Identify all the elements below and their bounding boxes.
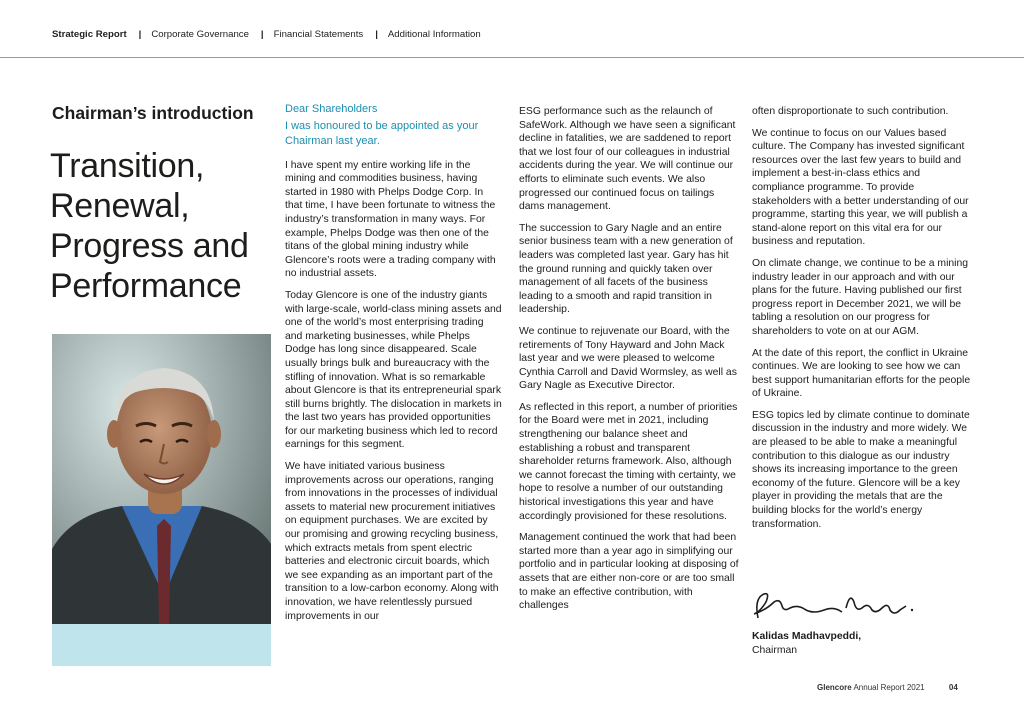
headline-line: Renewal,	[50, 187, 190, 225]
greeting: Dear Shareholders	[285, 103, 378, 115]
nav-separator: |	[260, 28, 264, 40]
nav-separator: |	[375, 28, 378, 40]
body-paragraph: Management continued the work that had been started more than a year ago in simplifying our portfolio and in particular looking at disposing of assets that are either non-core or are too small to make an effective contribution, with challenges	[519, 532, 739, 612]
page-headline	[50, 146, 249, 306]
nav-corporate-governance[interactable]: Corporate Governance	[151, 28, 249, 40]
header-divider	[0, 57, 1024, 58]
page-footer	[817, 683, 958, 692]
body-paragraph: often disproportionate to such contribution.	[752, 106, 949, 117]
top-navigation	[52, 27, 481, 41]
nav-additional-information[interactable]: Additional Information	[387, 28, 481, 40]
body-paragraph: ESG topics led by climate continue to dominate discussion in the industry and more widely. We are pleased to be able to make a meaningful contribution to this dialogue as our industry shows its increasing importance to the green economy of the future. Glencore will be a key player in providing the metals that are the building blocks for the world’s energy transformation.	[752, 409, 970, 530]
signatory-name: Kalidas Madhavpeddi,	[752, 631, 862, 642]
nav-strategic-report[interactable]: Strategic Report	[52, 28, 127, 40]
column-2	[519, 105, 739, 621]
body-paragraph: We continue to focus on our Values based culture. The Company has invested significant resources over the last few years to build and implement a best-in-class ethics and compliance programme. To provide stakeholders with a better understanding of our programme, starting this year, we will publish a stand-alone report on this vital era for our business and reputation.	[752, 127, 969, 248]
body-paragraph: The succession to Gary Nagle and an entire senior business team with a new generation of leaders was completed last year. Gary has hit the ground running and quickly taken over management of all facets of the business leading to a smooth and rapid transition in leadership.	[519, 222, 733, 316]
headline-line: Progress and	[50, 227, 249, 265]
section-title: Chairman’s introduction	[52, 103, 254, 123]
headline-line: Performance	[50, 267, 242, 305]
nav-financial-statements[interactable]: Financial Statements	[273, 28, 364, 40]
body-paragraph: Today Glencore is one of the industry giants with large-scale, world-class mining assets and one of the world’s most enterprising trading and marketing businesses, while Phelps Dodge has long since disappeared. Scale usually brings bulk and bureaucracy with the stifling of innovation. What is so remarkable about Glencore is that its entrepreneurial spark still burns brightly. The dislocation in markets in the last two years has provided opportunities for our marketing business which led to record earnings for this segment.	[285, 289, 502, 451]
handwritten-signature	[750, 588, 920, 624]
portrait-illustration	[52, 334, 271, 666]
body-paragraph: ESG performance such as the relaunch of SafeWork. Although we have seen a significant decline in fatalities, we are saddened to report that we lost four of our colleagues in industrial accidents during the year. We will continue our efforts to eliminate such events. We also progressed our continued focus on tailings dams management.	[519, 106, 736, 213]
chairman-portrait	[52, 334, 271, 666]
column-3	[752, 105, 974, 539]
footer-brand: Glencore	[817, 683, 852, 692]
footer-report-name: Annual Report 2021	[853, 683, 925, 692]
page-number: 04	[948, 683, 958, 692]
body-paragraph: On climate change, we continue to be a mining industry leader in our approach and with our plans for the future. Having published our first progress report in December 2021, we will be tabling a resolution on our progress for shareholders to vote on at our AGM.	[752, 257, 969, 337]
body-paragraph: As reflected in this report, a number of priorities for the Board were met in 2021, including strengthening our balance sheet and establishing a robust and transparent shareholder returns framework. Also, although we cannot forecast the timing with certainty, we hope to resolve a number of our outstanding historical investigations this year and have accordingly provisioned for these resolutions.	[519, 401, 738, 522]
nav-separator: |	[138, 28, 142, 40]
headline-line: Transition,	[50, 147, 205, 185]
body-paragraph: I have spent my entire working life in the mining and commodities business, having started in 1980 with Phelps Dodge Corp. In that time, I have been fortunate to witness the industry’s transformation in many ways. For example, Phelps Dodge was then one of the titans of the global mining industry while Glencore’s roots were a trading company with no industrial assets.	[285, 159, 496, 280]
column-1	[285, 103, 503, 631]
intro-statement: I was honoured to be appointed as your Chairman last year.	[285, 119, 479, 147]
signatory-role: Chairman	[752, 645, 798, 656]
body-paragraph: We have initiated various business improvements across our operations, ranging from innovations in the processes of individual assets to material new procurement initiatives on equipment purchases. We are excited by our promising and growing recycling business, which extracts metals from spent electric batteries and electronic circuit boards, which we see expanding as an important part of the transition to a low-carbon economy. Along with innovation, we have relentlessly pursued improvements in our	[285, 461, 499, 622]
body-paragraph: At the date of this report, the conflict in Ukraine continues. We are looking to see how we can best support humanitarian efforts for the people of Ukraine.	[752, 347, 971, 400]
body-paragraph: We continue to rejuvenate our Board, with the retirements of Tony Hayward and John Mack last year and we were pleased to welcome Cynthia Carroll and David Wormsley, as well as Gary Nagle as Executive Director.	[519, 325, 737, 392]
